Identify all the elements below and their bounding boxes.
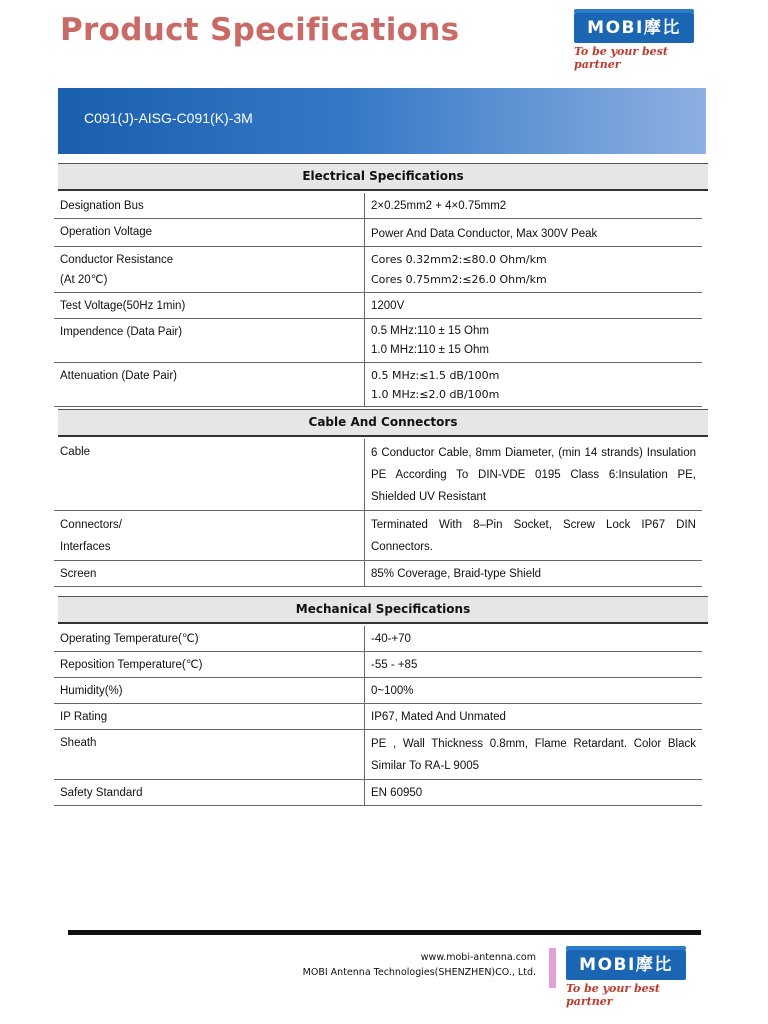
spec-value <box>365 247 703 293</box>
spec-key-line: Conductor Resistance <box>60 254 174 266</box>
table-row <box>54 561 702 587</box>
spec-value: -55 - +85 <box>365 652 703 678</box>
spec-value <box>365 319 703 363</box>
logo-tagline: To be your best partner <box>566 982 660 1008</box>
spec-value-line: Cores 0.75mm2:≤26.0 Ohm/km <box>371 273 547 286</box>
mechanical-spec-table <box>54 626 702 806</box>
spec-key-line: Connectors/ <box>60 519 123 531</box>
table-row <box>54 247 702 293</box>
spec-value: Terminated With 8–Pin Socket, Screw Lock IP67 DIN Connectors. <box>365 511 703 561</box>
spec-value <box>365 363 703 407</box>
product-banner <box>58 88 706 154</box>
spec-key: Impendence (Data Pair) <box>54 319 365 363</box>
table-row <box>54 704 702 730</box>
logo-wordmark: MOBI摩比 <box>574 13 694 43</box>
logo-wordmark: MOBI摩比 <box>566 950 686 980</box>
table-row <box>54 730 702 780</box>
product-code: C091(J)-AISG-C091(K)-3M <box>84 110 253 126</box>
section-heading-mechanical: Mechanical Specifications <box>58 596 708 624</box>
section-heading-cable-connectors: Cable And Connectors <box>58 409 708 437</box>
spec-key: Operating Temperature(℃) <box>54 626 365 652</box>
footer-divider <box>68 930 701 935</box>
spec-value-line: 0.5 MHz:≤1.5 dB/100m <box>371 369 500 382</box>
spec-value: EN 60950 <box>365 780 703 806</box>
spec-value: 85% Coverage, Braid-type Shield <box>365 561 703 587</box>
table-row <box>54 626 702 652</box>
logo-tagline: To be your best partner <box>574 45 668 71</box>
spec-value-line: 1.0 MHz:110 ± 15 Ohm <box>371 344 489 356</box>
spec-key: Test Voltage(50Hz 1min) <box>54 293 365 319</box>
spec-key: Safety Standard <box>54 780 365 806</box>
spec-key-line: Interfaces <box>60 541 111 553</box>
spec-value: Power And Data Conductor, Max 300V Peak <box>365 219 703 247</box>
page-title: Product Specifications <box>60 12 460 48</box>
table-row <box>54 193 702 219</box>
table-row <box>54 293 702 319</box>
electrical-spec-table <box>54 193 702 407</box>
spec-value-line: Cores 0.32mm2:≤80.0 Ohm/km <box>371 253 547 266</box>
spec-value: 6 Conductor Cable, 8mm Diameter, (min 14 strands) Insulation PE According To DIN-VDE 0195 Class 6:Insulation PE, Shielded UV Resistant <box>365 439 703 511</box>
spec-key: Screen <box>54 561 365 587</box>
spec-key: Sheath <box>54 730 365 780</box>
spec-key: Designation Bus <box>54 193 365 219</box>
spec-key: Operation Voltage <box>54 219 365 247</box>
footer-company: MOBI Antenna Technologies(SHENZHEN)CO., Ltd. <box>302 967 536 978</box>
spec-value-line: 0.5 MHz:110 ± 15 Ohm <box>371 325 489 337</box>
cable-connectors-table <box>54 439 702 587</box>
table-row <box>54 511 702 561</box>
table-row <box>54 219 702 247</box>
spec-key: Reposition Temperature(℃) <box>54 652 365 678</box>
spec-key: Humidity(%) <box>54 678 365 704</box>
table-row <box>54 678 702 704</box>
table-row <box>54 652 702 678</box>
table-row <box>54 780 702 806</box>
spec-key-line: (At 20℃) <box>60 274 108 286</box>
section-heading-electrical: Electrical Specifications <box>58 163 708 191</box>
spec-value: -40-+70 <box>365 626 703 652</box>
footer-accent-bar <box>549 948 556 988</box>
spec-value: PE , Wall Thickness 0.8mm, Flame Retardant. Color Black Similar To RA-L 9005 <box>365 730 703 780</box>
footer-contact <box>303 950 536 980</box>
spec-value: 2×0.25mm2 + 4×0.75mm2 <box>365 193 703 219</box>
spec-key: Cable <box>54 439 365 511</box>
spec-value: 0~100% <box>365 678 703 704</box>
spec-value: IP67, Mated And Unmated <box>365 704 703 730</box>
company-logo <box>574 13 694 71</box>
footer-website: www.mobi-antenna.com <box>420 952 536 963</box>
spec-key: Attenuation (Date Pair) <box>54 363 365 407</box>
table-row <box>54 363 702 407</box>
footer-logo <box>566 950 686 1008</box>
spec-key: IP Rating <box>54 704 365 730</box>
spec-key <box>54 511 365 561</box>
spec-value: 1200V <box>365 293 703 319</box>
table-row <box>54 319 702 363</box>
spec-value-line: 1.0 MHz:≤2.0 dB/100m <box>371 388 500 401</box>
table-row <box>54 439 702 511</box>
spec-key <box>54 247 365 293</box>
